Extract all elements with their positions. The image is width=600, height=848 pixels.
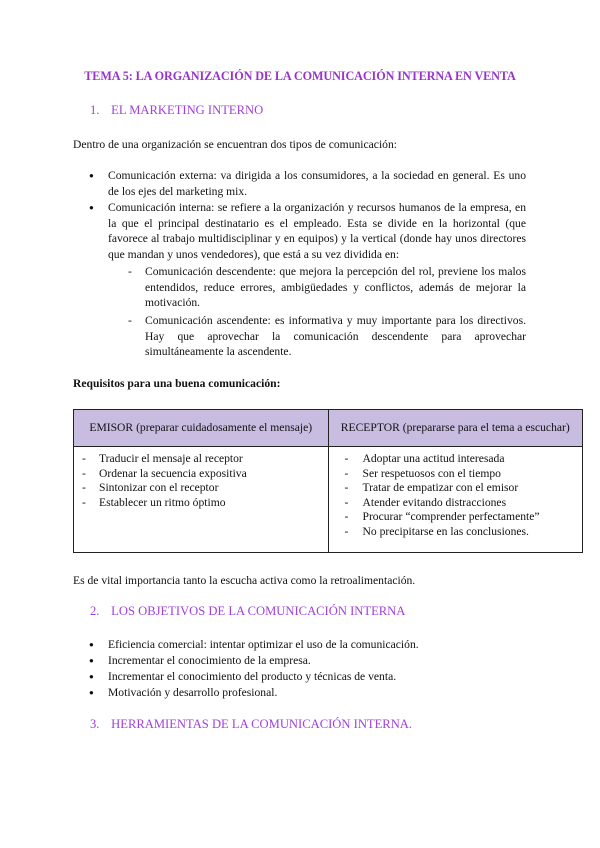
bullet-objective: ● Incrementar el conocimiento de la empresa. bbox=[108, 653, 526, 669]
list-item: - Ser respetuosos con el tiempo bbox=[343, 467, 577, 482]
list-item: - Ordenar la secuencia expositiva bbox=[80, 467, 322, 482]
section-3-title: HERRAMIENTAS DE LA COMUNICACIÓN INTERNA. bbox=[111, 717, 413, 731]
section-1-closing: Es de vital importancia tanto la escucha activa como la retroalimentación. bbox=[73, 574, 416, 587]
receptor-list bbox=[343, 452, 577, 539]
section-1-heading bbox=[90, 103, 263, 119]
requirements-label: Requisitos para una buena comunicación: bbox=[73, 377, 281, 390]
bullet-objective: ● Eficiencia comercial: intentar optimizar el uso de la comunicación. bbox=[108, 637, 526, 653]
emisor-cell bbox=[74, 447, 329, 553]
section-1-title: EL MARKETING INTERNO bbox=[111, 103, 264, 117]
list-item: - Sintonizar con el receptor bbox=[80, 481, 322, 496]
bullet-objective: ● Incrementar el conocimiento del producto y técnicas de venta. bbox=[108, 669, 526, 685]
list-item: - Establecer un ritmo óptimo bbox=[80, 496, 322, 511]
list-item: - Atender evitando distracciones bbox=[343, 496, 577, 511]
bullet-external-communication: ● Comunicación externa: va dirigida a los consumidores, a la sociedad en general. Es uno de los ejes del marketing mix. bbox=[108, 168, 526, 199]
section-2-heading bbox=[90, 604, 405, 620]
receptor-cell bbox=[328, 447, 583, 553]
section-3-heading bbox=[90, 717, 412, 733]
list-item: - Traducir el mensaje al receptor bbox=[80, 452, 322, 467]
emisor-header: EMISOR (preparar cuidadosamente el mensaje) bbox=[74, 410, 329, 447]
bullet-objective: ● Motivación y desarrollo profesional. bbox=[108, 685, 526, 701]
section-2-number: 2. bbox=[90, 604, 100, 618]
document-title: TEMA 5: LA ORGANIZACIÓN DE LA COMUNICACIÓN INTERNA EN VENTA bbox=[84, 69, 516, 83]
section-1-intro: Dentro de una organización se encuentran dos tipos de comunicación: bbox=[73, 138, 397, 151]
list-item: - Adoptar una actitud interesada bbox=[343, 452, 577, 467]
section-1-number: 1. bbox=[90, 103, 100, 117]
section-3-number: 3. bbox=[90, 717, 100, 731]
receptor-header: RECEPTOR (prepararse para el tema a escuchar) bbox=[328, 410, 583, 447]
subitem-descending-communication: - Comunicación descendente: que mejora la percepción del rol, previene los malos entendidos, reduce errores, ambigüedades y conflictos, además de mejorar la motivación. bbox=[145, 264, 526, 311]
list-item: - Procurar “comprender perfectamente” bbox=[343, 510, 577, 525]
requirements-table bbox=[73, 409, 583, 553]
subitem-ascending-communication: - Comunicación ascendente: es informativa y muy importante para los directivos. Hay que aprovechar la comunicación descendente para aprovechar simultáneamente la ascendente. bbox=[145, 313, 526, 360]
emisor-list bbox=[80, 452, 322, 510]
bullet-internal-communication: ● Comunicación interna: se refiere a la organización y recursos humanos de la empresa, en la que el principal destinatario es el empleado. Esta se divide en la horizontal (que favorece al trabajo multidisciplinar y en equipos) y la vertical (donde hay unos directores que mandan y unos vendedores), que está a su vez dividida en: bbox=[108, 200, 526, 262]
list-item: - Tratar de empatizar con el emisor bbox=[343, 481, 577, 496]
list-item: - No precipitarse en las conclusiones. bbox=[343, 525, 577, 540]
section-2-title: LOS OBJETIVOS DE LA COMUNICACIÓN INTERNA bbox=[111, 604, 406, 618]
